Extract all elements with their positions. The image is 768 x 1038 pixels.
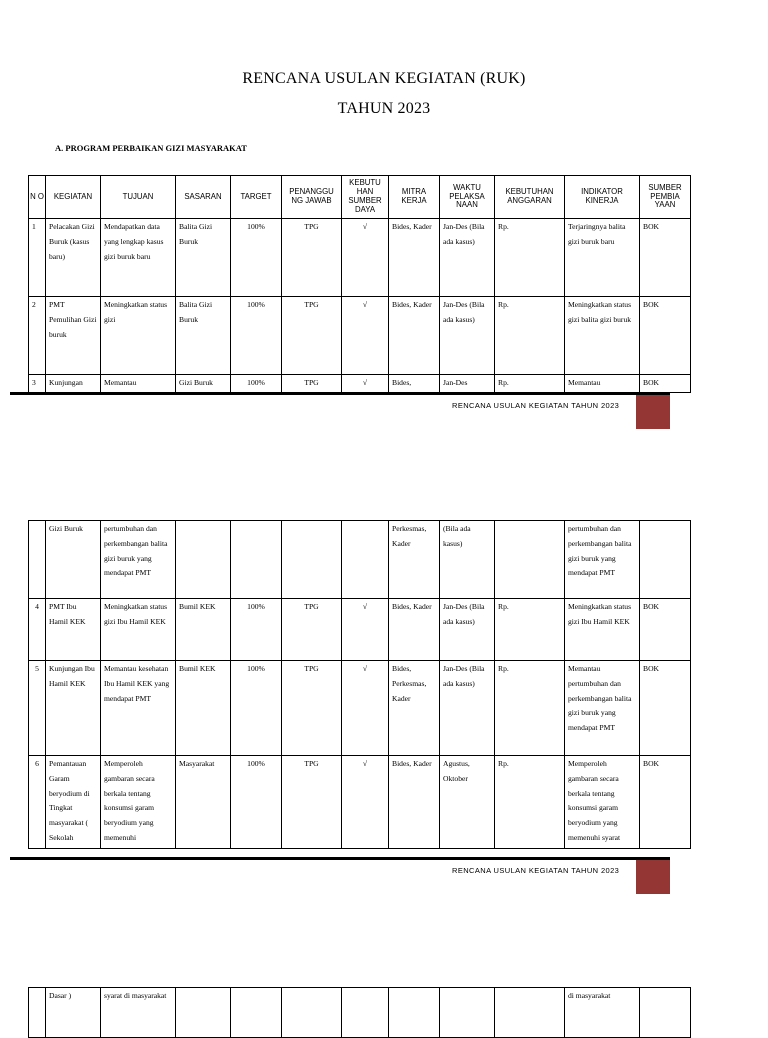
cell-sumber: BOK — [640, 599, 691, 661]
cell-sasaran — [176, 988, 231, 1038]
footer-accent-block — [636, 395, 670, 429]
table-row — [29, 599, 691, 661]
cell-target — [231, 988, 282, 1038]
cell-sumber-daya-check: √ — [342, 756, 389, 849]
cell-sumber-daya-check: √ — [342, 297, 389, 375]
ruk-table-page-1 — [28, 175, 691, 393]
cell-indikator: di masyarakat — [565, 988, 640, 1038]
header-target: TARGET — [231, 176, 282, 219]
cell-indikator: Meningkatkan status gizi balita gizi buruk — [565, 297, 640, 375]
cell-waktu: Jan-Des (Bila ada kasus) — [440, 297, 495, 375]
cell-tujuan: Memantau kesehatan Ibu Hamil KEK yang mendapat PMT — [101, 661, 176, 756]
ruk-table-page-3 — [28, 987, 691, 1038]
cell-target: 100% — [231, 297, 282, 375]
cell-mitra — [389, 988, 440, 1038]
cell-sasaran: Balita Gizi Buruk — [176, 297, 231, 375]
cell-mitra: Bides, Kader — [389, 756, 440, 849]
cell-kegiatan: Kunjungan — [46, 375, 101, 393]
cell-target: 100% — [231, 756, 282, 849]
header-kegiatan: KEGIATAN — [46, 176, 101, 219]
footer-text: RENCANA USULAN KEGIATAN TAHUN 2023 — [452, 866, 620, 875]
cell-no: 4 — [29, 599, 46, 661]
cell-sumber: BOK — [640, 375, 691, 393]
cell-target: 100% — [231, 599, 282, 661]
cell-penanggung-jawab: TPG — [282, 297, 342, 375]
section-heading: A. PROGRAM PERBAIKAN GIZI MASYARAKAT — [55, 143, 247, 153]
header-sumber-pembiayaan: SUMBER PEMBIA YAAN — [640, 176, 691, 219]
cell-anggaran: Rp. — [495, 661, 565, 756]
cell-tujuan: pertumbuhan dan perkembangan balita gizi buruk yang mendapat PMT — [101, 521, 176, 599]
cell-sumber: BOK — [640, 661, 691, 756]
cell-tujuan: Mendapatkan data yang lengkap kasus gizi buruk baru — [101, 219, 176, 297]
cell-penanggung-jawab: TPG — [282, 599, 342, 661]
table-row — [29, 219, 691, 297]
header-no: N O — [29, 176, 46, 219]
cell-kegiatan: Gizi Buruk — [46, 521, 101, 599]
cell-waktu: (Bila ada kasus) — [440, 521, 495, 599]
cell-target: 100% — [231, 375, 282, 393]
cell-anggaran — [495, 521, 565, 599]
table-header-row — [29, 176, 691, 219]
cell-tujuan: Memperoleh gambaran secara berkala tentang konsumsi garam beryodium yang memenuhi — [101, 756, 176, 849]
cell-no: 2 — [29, 297, 46, 375]
cell-indikator: Meningkatkan status gizi Ibu Hamil KEK — [565, 599, 640, 661]
cell-anggaran: Rp. — [495, 375, 565, 393]
header-kebutuhan-sumber-daya: KEBUTU HAN SUMBER DAYA — [342, 176, 389, 219]
cell-no: 1 — [29, 219, 46, 297]
table-row — [29, 521, 691, 599]
doc-year-title: TAHUN 2023 — [337, 100, 431, 117]
header-penanggung-jawab: PENANGGU NG JAWAB — [282, 176, 342, 219]
cell-sumber-daya-check — [342, 988, 389, 1038]
cell-indikator: pertumbuhan dan perkembangan balita gizi buruk yang mendapat PMT — [565, 521, 640, 599]
cell-sasaran: Masyarakat — [176, 756, 231, 849]
cell-penanggung-jawab: TPG — [282, 375, 342, 393]
cell-indikator: Memantau pertumbuhan dan perkembangan balita gizi buruk yang mendapat PMT — [565, 661, 640, 756]
cell-sumber-daya-check: √ — [342, 219, 389, 297]
header-sasaran: SASARAN — [176, 176, 231, 219]
cell-mitra: Perkesmas, Kader — [389, 521, 440, 599]
cell-anggaran: Rp. — [495, 219, 565, 297]
cell-no: 3 — [29, 375, 46, 393]
cell-anggaran: Rp. — [495, 297, 565, 375]
footer-accent-block — [636, 860, 670, 894]
table-row — [29, 297, 691, 375]
cell-no: 5 — [29, 661, 46, 756]
header-waktu-pelaksanaan: WAKTU PELAKSA NAAN — [440, 176, 495, 219]
cell-indikator: Memperoleh gambaran secara berkala tentang konsumsi garam beryodium yang memenuhi syarat — [565, 756, 640, 849]
cell-anggaran — [495, 988, 565, 1038]
cell-sasaran: Gizi Buruk — [176, 375, 231, 393]
cell-kegiatan: Pemantauan Garam beryodium di Tingkat masyarakat ( Sekolah — [46, 756, 101, 849]
cell-sumber-daya-check — [342, 521, 389, 599]
cell-waktu: Jan-Des — [440, 375, 495, 393]
cell-target: 100% — [231, 661, 282, 756]
cell-mitra: Bides, Perkesmas, Kader — [389, 661, 440, 756]
table-row — [29, 375, 691, 393]
cell-kegiatan: PMT Pemulihan Gizi buruk — [46, 297, 101, 375]
cell-tujuan: Meningkatkan status gizi Ibu Hamil KEK — [101, 599, 176, 661]
cell-no — [29, 521, 46, 599]
cell-kegiatan: Pelacakan Gizi Buruk (kasus baru) — [46, 219, 101, 297]
cell-no — [29, 988, 46, 1038]
cell-indikator: Memantau — [565, 375, 640, 393]
cell-sumber: BOK — [640, 297, 691, 375]
cell-kegiatan: Kunjungan Ibu Hamil KEK — [46, 661, 101, 756]
cell-penanggung-jawab — [282, 521, 342, 599]
cell-sumber — [640, 521, 691, 599]
cell-waktu: Agustus, Oktober — [440, 756, 495, 849]
header-indikator-kinerja: INDIKATOR KINERJA — [565, 176, 640, 219]
cell-target — [231, 521, 282, 599]
cell-sumber — [640, 988, 691, 1038]
header-tujuan: TUJUAN — [101, 176, 176, 219]
header-mitra-kerja: MITRA KERJA — [389, 176, 440, 219]
table-row — [29, 661, 691, 756]
cell-sumber: BOK — [640, 219, 691, 297]
cell-anggaran: Rp. — [495, 599, 565, 661]
cell-tujuan: syarat di masyarakat — [101, 988, 176, 1038]
cell-sumber: BOK — [640, 756, 691, 849]
cell-waktu — [440, 988, 495, 1038]
cell-kegiatan: Dasar ) — [46, 988, 101, 1038]
cell-kegiatan: PMT Ibu Hamil KEK — [46, 599, 101, 661]
cell-sumber-daya-check: √ — [342, 375, 389, 393]
cell-mitra: Bides, Kader — [389, 297, 440, 375]
doc-title: RENCANA USULAN KEGIATAN (RUK) — [242, 70, 526, 87]
cell-no: 6 — [29, 756, 46, 849]
cell-waktu: Jan-Des (Bila ada kasus) — [440, 219, 495, 297]
table-row — [29, 756, 691, 849]
table-row — [29, 988, 691, 1038]
footer-rule — [10, 857, 670, 860]
cell-tujuan: Meningkatkan status gizi — [101, 297, 176, 375]
cell-sasaran: Bumil KEK — [176, 661, 231, 756]
cell-penanggung-jawab: TPG — [282, 756, 342, 849]
cell-target: 100% — [231, 219, 282, 297]
cell-penanggung-jawab: TPG — [282, 219, 342, 297]
cell-sasaran: Bumil KEK — [176, 599, 231, 661]
header-kebutuhan-anggaran: KEBUTUHAN ANGGARAN — [495, 176, 565, 219]
cell-waktu: Jan-Des (Bila ada kasus) — [440, 661, 495, 756]
ruk-table-page-2 — [28, 520, 691, 849]
cell-sasaran: Balita Gizi Buruk — [176, 219, 231, 297]
cell-indikator: Terjaringnya balita gizi buruk baru — [565, 219, 640, 297]
cell-penanggung-jawab — [282, 988, 342, 1038]
cell-tujuan: Memantau — [101, 375, 176, 393]
cell-waktu: Jan-Des (Bila ada kasus) — [440, 599, 495, 661]
cell-sumber-daya-check: √ — [342, 661, 389, 756]
cell-penanggung-jawab: TPG — [282, 661, 342, 756]
cell-anggaran: Rp. — [495, 756, 565, 849]
footer-rule — [10, 392, 670, 395]
cell-sumber-daya-check: √ — [342, 599, 389, 661]
cell-mitra: Bides, — [389, 375, 440, 393]
footer-text: RENCANA USULAN KEGIATAN TAHUN 2023 — [452, 401, 620, 410]
cell-mitra: Bides, Kader — [389, 599, 440, 661]
cell-mitra: Bides, Kader — [389, 219, 440, 297]
cell-sasaran — [176, 521, 231, 599]
